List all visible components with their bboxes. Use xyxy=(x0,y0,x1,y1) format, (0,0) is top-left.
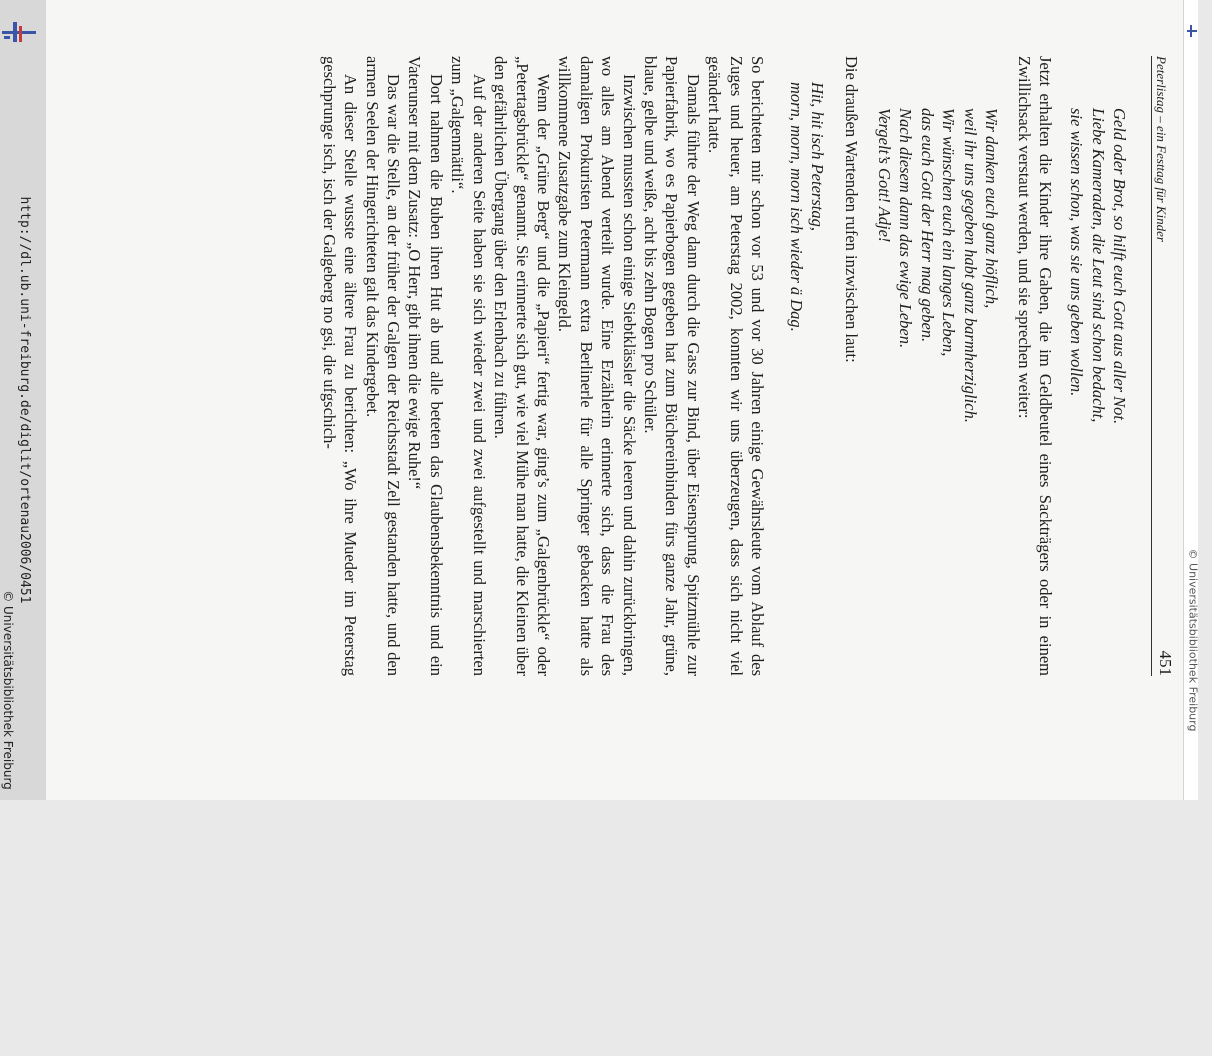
paragraph: Das war die Stelle, an der früher der Galgen der Reichsstadt Zell gestanden hatte, und den armen Seelen der Hingerichteten galt das Kindergebet. xyxy=(362,56,404,676)
paragraph: Dort nahmen die Buben ihren Hut ab und alle beteten das Glaubensbekenntnis und ein Vaterunser mit dem Zusatz: „O Herr, gibt ihnen die ewige Ruhe!“ xyxy=(405,56,446,676)
verse-line: weil ihr uns gegeben habt ganz barmherziglich. xyxy=(960,108,980,423)
verse-block-2 xyxy=(874,56,1002,728)
verse-line: Hit, hit isch Peterstag, xyxy=(808,82,827,231)
library-logo-icon xyxy=(1187,24,1197,38)
paragraph: Damals führte der Weg dann durch die Gass zur Bind, über Eisensprung, Spitzmühle zur Papierfabrik, wo es Papierbogen gegeben hat zum Büchereinbinden fürs ganze Jahr, grüne, blaue, gelbe und weiße, acht bis zehn Bogen pro Schüler. xyxy=(640,56,703,676)
verse-line: Wir wünschen euch ein langes Leben, xyxy=(939,108,959,357)
verse-line: Wir danken euch ganz höflich, xyxy=(982,108,1001,309)
paragraph: Die draußen Wartenden rufen inzwischen laut: xyxy=(842,56,861,363)
library-logo-icon xyxy=(2,18,36,46)
verse-line: Geld oder Brot, so hilft euch Gott aus aller Not. xyxy=(1110,108,1129,425)
page-number: 451 xyxy=(1156,650,1175,676)
document-url[interactable]: http://dl.ub.uni-freiburg.de/diglit/ortenau2006/0451 xyxy=(17,196,32,604)
scanned-page xyxy=(46,0,1198,800)
verse-line: Liebe Kameraden, die Leut sind schon bedacht, xyxy=(1088,108,1108,423)
verse-block-1 xyxy=(1066,56,1130,728)
next-page-credit: © Universitätsbibliothek Freiburg xyxy=(1186,548,1200,732)
verse-block-3 xyxy=(785,56,828,702)
page-content xyxy=(174,56,1174,676)
verse-line: sie wissen schon, was sie uns geben wollen. xyxy=(1067,108,1087,397)
paragraph: Jetzt erhalten die Kinder ihre Gaben, die im Geldbeutel eines Sackträgers oder in einem Zwillichsack verstaut werden, und sie sprechen weiter: xyxy=(1014,56,1055,676)
verse-line: das euch Gott der Herr mag geben. xyxy=(917,108,937,343)
running-title: Peterlistag – ein Festtag für Kinder xyxy=(1154,56,1169,242)
viewer-sidebar xyxy=(0,0,47,800)
verse-line: Vergelt’s Gott! Adje! xyxy=(874,108,894,243)
body-text xyxy=(318,56,768,676)
paragraph: Auf der anderen Seite haben sie sich wieder zwei und zwei aufgestellt und marschierten zum „Galgenmättli“. xyxy=(448,56,489,676)
next-page-edge xyxy=(1183,0,1198,800)
verse-line: Nach diesem dann das ewige Leben. xyxy=(896,108,916,349)
verse-line: morn, morn, morn isch wieder ä Dag. xyxy=(786,82,806,332)
paragraph: So berichteten mir schon vor 53 und vor 30 Jahren einige Gewährsleute vom Ablauf des Zuges und heuer, am Peterstag 2002, konnten wir uns überzeugen, dass sich nicht viel geändert hatte. xyxy=(705,56,767,676)
paragraph: An dieser Stelle wusste eine ältere Frau zu berichten: „Wo ihre Mueder im Peterstag geschprunge isch, isch der Galgeberg no gsi, die ufgschich- xyxy=(319,56,361,676)
library-credit: © Universitätsbibliothek Freiburg xyxy=(1,590,15,790)
paragraph: Inzwischen mussten schon einige Siebtklässler die Säcke leeren und dahin zurückbringen, wo alles am Abend verteilt wurde. Eine Erzählerin erinnerte sich, dass die Frau des damaligen Prokuristen Petermann extra Berlinerle für alle Springer gebacken hatte als willkommene Zusatzgabe zum Kleingeld. xyxy=(555,56,639,676)
running-header xyxy=(1151,56,1174,676)
paragraph: Wenn der „Grüne Berg“ und die „Papieri“ fertig war, ging’s zum „Galgenbrückle“ oder „Petertagsbrückle“ genannt. Sie erinnerte sich gut, wie viel Mühe man hatte, die Kleinen über den gefährlichen Übergang über den Erlenbach zu führen. xyxy=(491,56,553,676)
